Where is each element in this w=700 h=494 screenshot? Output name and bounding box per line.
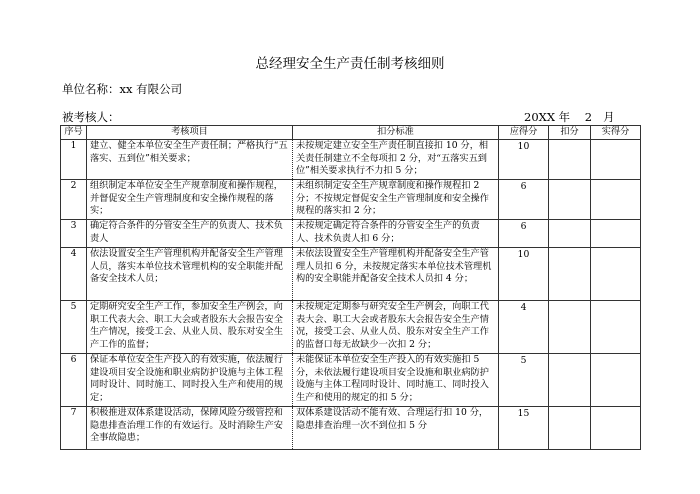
table-row [61,180,641,220]
row-number: 1 [61,140,87,180]
deduction-cell [549,301,591,354]
full-score: 6 [499,180,549,220]
full-score: 5 [499,354,549,407]
deduction-cell [549,248,591,301]
header-deduction: 扣分 [549,126,591,140]
actual-score-cell [591,354,641,407]
deduction-cell [549,180,591,220]
deduction-criteria: 双体系建设活动不能有效、合理运行扣 10 分，隐患排查治理一次不到位扣 5 分 [293,407,499,450]
deduction-cell [549,407,591,450]
deduction-criteria: 未按规定确定符合条件的分管安全生产的负责人、技术负责人扣 6 分； [293,220,499,248]
table-header-row [61,126,641,140]
assessment-item: 建立、健全本单位安全生产责任制；严格执行“五落实、五到位”相关要求； [87,140,293,180]
assessment-table [60,125,641,450]
assessment-date: 20XX 年 2 月 [524,110,615,124]
row-number: 5 [61,301,87,354]
row-number: 2 [61,180,87,220]
actual-score-cell [591,140,641,180]
full-score: 6 [499,220,549,248]
assessment-item: 依法设置安全生产管理机构并配备安全生产管理人员，落实本单位技术管理机构的安全职能并配备安全技术人员； [87,248,293,301]
full-score: 10 [499,140,549,180]
actual-score-cell [591,180,641,220]
deduction-criteria: 未能保证本单位安全生产投入的有效实施扣 5 分，未依法履行建设项目安全设施和职业病防护设施与主体工程同时设计、同时施工、同时投入生产和使用的规定的扣 5 分； [293,354,499,407]
header-full-score: 应得分 [499,126,549,140]
assessment-item: 定期研究安全生产工作，参加安全生产例会，向职工代表大会、职工大会或者股东大会报告安全生产情况，接受工会、从业人员、股东对安全生产工作的监督； [87,301,293,354]
row-number: 6 [61,354,87,407]
header-criteria: 扣分标准 [293,126,499,140]
unit-name: 单位名称：xx 有限公司 [62,82,183,96]
deduction-criteria: 未按规定建立安全生产责任制直接扣 10 分，相关责任制建立不全每项扣 2 分，对“五落实五到位”相关要求执行不力扣 5 分； [293,140,499,180]
assessment-item: 组织制定本单位安全生产规章制度和操作规程，并督促安全生产管理制度和安全操作规程的落实； [87,180,293,220]
actual-score-cell [591,301,641,354]
full-score: 4 [499,301,549,354]
table-row [61,354,641,407]
table-row [61,407,641,450]
deduction-criteria: 未依法设置安全生产管理机构并配备安全生产管理人员扣 6 分，未按规定落实本单位技术管理机构的安全职能并配备安全技术人员扣 4 分； [293,248,499,301]
full-score: 10 [499,248,549,301]
deduction-cell [549,140,591,180]
header-item: 考核项目 [87,126,293,140]
table-row [61,248,641,301]
assessment-item: 积极推进双体系建设活动，保障风险分级管控和隐患排查治理工作的有效运行。及时消除生产安全事故隐患； [87,407,293,450]
deduction-cell [549,354,591,407]
row-number: 4 [61,248,87,301]
header-actual-score: 实得分 [591,126,641,140]
table-row [61,301,641,354]
document-title: 总经理安全生产责任制考核细则 [255,56,445,72]
table-row [61,140,641,180]
deduction-criteria: 未按规定定期参与研究安全生产例会，向职工代表大会、职工大会或者股东大会报告安全生产情况，接受工会、从业人员、股东对安全生产工作的监督口每无故缺少一次扣 2 分； [293,301,499,354]
row-number: 7 [61,407,87,450]
deduction-cell [549,220,591,248]
row-number: 3 [61,220,87,248]
assessment-item: 确定符合条件的分管安全生产的负责人、技术负责人 [87,220,293,248]
actual-score-cell [591,248,641,301]
assessment-item: 保证本单位安全生产投入的有效实施，依法履行建设项目安全设施和职业病防护设施与主体工程同时设计、同时施工、同时投入生产和使用的规定； [87,354,293,407]
header-number: 序号 [61,126,87,140]
actual-score-cell [591,407,641,450]
table-row [61,220,641,248]
deduction-criteria: 未组织制定安全生产规章制度和操作规程扣 2 分；不按规定督促安全生产管理制度和安全操作规程的落实扣 2 分； [293,180,499,220]
actual-score-cell [591,220,641,248]
examinee-label: 被考核人： [62,110,120,124]
full-score: 15 [499,407,549,450]
